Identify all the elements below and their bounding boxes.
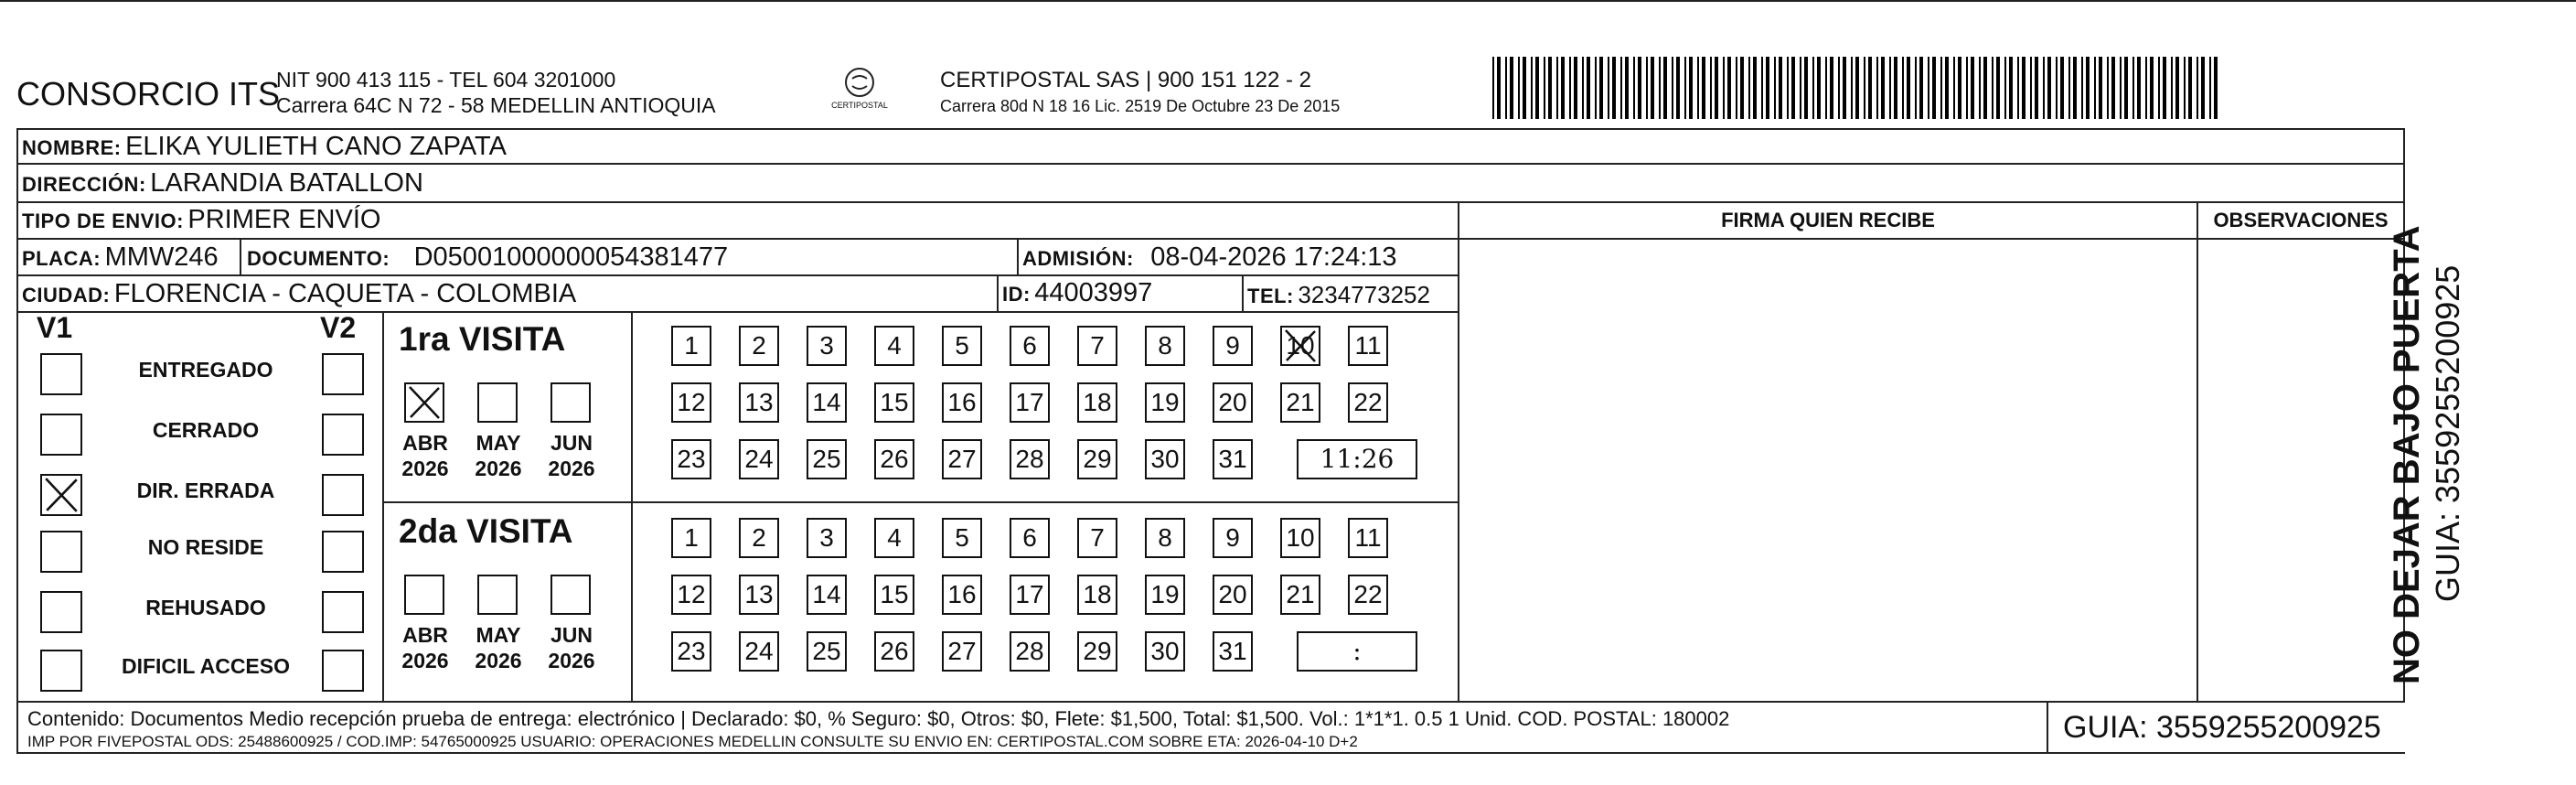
firma-header: FIRMA QUIEN RECIBE xyxy=(1721,209,1935,231)
day-box[interactable]: 17 xyxy=(1010,382,1050,423)
v1-header: V1 xyxy=(37,311,73,344)
top-edge xyxy=(0,0,2576,2)
tipo-row xyxy=(22,205,380,235)
day-box[interactable]: 9 xyxy=(1213,326,1253,366)
month-name: JUN xyxy=(550,623,593,647)
day-box[interactable]: 30 xyxy=(1145,439,1185,479)
day-box[interactable]: 24 xyxy=(739,439,779,479)
ciudad-row xyxy=(22,279,576,309)
first-visit-title: 1ra VISITA xyxy=(399,320,566,358)
tel-value: 3234773252 xyxy=(1298,281,1430,308)
day-box[interactable]: 11 xyxy=(1348,326,1388,366)
day-box[interactable]: 1 xyxy=(671,326,711,366)
carrier-name: CERTIPOSTAL SAS | 900 151 122 - 2 xyxy=(940,68,1311,92)
time-box[interactable]: 11:26 xyxy=(1297,439,1417,479)
month-year: 2026 xyxy=(548,649,595,672)
month-year: 2026 xyxy=(475,457,522,480)
day-box[interactable]: 13 xyxy=(739,575,779,615)
day-box[interactable]: 2 xyxy=(739,326,779,366)
status-v2-checkbox[interactable] xyxy=(322,531,364,573)
day-box[interactable]: 1 xyxy=(671,518,711,558)
day-box[interactable]: 8 xyxy=(1145,326,1185,366)
month-checkbox[interactable] xyxy=(404,575,444,615)
day-box[interactable]: 4 xyxy=(874,326,914,366)
barcode-icon xyxy=(1492,57,2224,119)
month-name: ABR xyxy=(402,623,448,647)
day-box[interactable]: 17 xyxy=(1010,575,1050,615)
day-box[interactable]: 22 xyxy=(1348,575,1388,615)
day-box[interactable]: 7 xyxy=(1077,518,1117,558)
placa-label: PLACA: xyxy=(22,247,102,270)
status-v2-checkbox[interactable] xyxy=(322,591,364,633)
day-box[interactable]: 3 xyxy=(807,326,847,366)
day-box[interactable]: 16 xyxy=(942,575,982,615)
x-mark-icon xyxy=(42,476,80,514)
second-visit-title: 2da VISITA xyxy=(399,512,573,550)
status-label: DIR. ERRADA xyxy=(136,479,275,502)
month-name: ABR xyxy=(402,431,448,455)
month-checkbox[interactable] xyxy=(550,575,591,615)
id-row xyxy=(1002,278,1152,308)
day-box[interactable]: 6 xyxy=(1010,326,1050,366)
tel-label: TEL: xyxy=(1247,285,1294,307)
day-box[interactable]: 8 xyxy=(1145,518,1185,558)
status-label: CERRADO xyxy=(152,418,260,442)
status-v1-checkbox[interactable] xyxy=(40,414,82,456)
direccion-row xyxy=(22,168,423,199)
documento-label: DOCUMENTO: xyxy=(247,247,390,270)
direccion-label: DIRECCIÓN: xyxy=(22,173,146,196)
status-label: NO RESIDE xyxy=(147,535,264,559)
day-box[interactable]: 31 xyxy=(1213,439,1253,479)
day-box[interactable]: 5 xyxy=(942,326,982,366)
day-box[interactable]: 19 xyxy=(1145,382,1185,423)
day-box[interactable]: 12 xyxy=(671,382,711,423)
id-value: 44003997 xyxy=(1034,278,1153,307)
day-box[interactable]: 26 xyxy=(874,439,914,479)
day-box[interactable]: 14 xyxy=(807,575,847,615)
side-title: NO DEJAR BAJO PUERTA xyxy=(2387,225,2427,684)
carrier-address: Carrera 80d N 18 16 Lic. 2519 De Octubre 23 De 2015 xyxy=(940,97,1341,115)
day-box[interactable]: 15 xyxy=(874,575,914,615)
day-box[interactable]: 18 xyxy=(1077,575,1117,615)
day-box[interactable]: 11 xyxy=(1348,518,1388,558)
day-box[interactable]: 21 xyxy=(1280,575,1320,615)
day-box[interactable]: 4 xyxy=(874,518,914,558)
status-v1-checkbox[interactable] xyxy=(40,353,82,395)
status-v1-checkbox[interactable] xyxy=(40,531,82,573)
day-box[interactable]: 23 xyxy=(671,439,711,479)
day-box[interactable]: 25 xyxy=(807,439,847,479)
day-box[interactable]: 27 xyxy=(942,439,982,479)
tel-row xyxy=(1247,281,1430,309)
day-box[interactable]: 9 xyxy=(1213,518,1253,558)
day-box[interactable]: 3 xyxy=(807,518,847,558)
day-box[interactable]: 30 xyxy=(1145,631,1185,672)
day-box[interactable]: 14 xyxy=(807,382,847,423)
status-v1-checkbox[interactable] xyxy=(40,650,82,692)
status-v2-checkbox[interactable] xyxy=(322,650,364,692)
day-box[interactable]: 29 xyxy=(1077,439,1117,479)
x-mark-icon xyxy=(406,384,443,421)
day-box[interactable]: 12 xyxy=(671,575,711,615)
day-box[interactable]: 28 xyxy=(1010,631,1050,672)
id-label: ID: xyxy=(1002,283,1031,306)
placa-row xyxy=(22,242,219,273)
status-label: DIFICIL ACCESO xyxy=(121,654,290,678)
month-year: 2026 xyxy=(475,649,522,672)
carrier-logo xyxy=(818,64,901,115)
month-label xyxy=(466,622,530,673)
month-name: JUN xyxy=(550,431,593,455)
month-year: 2026 xyxy=(548,457,595,480)
month-label xyxy=(540,430,604,481)
side-guia: GUIA: 3559255200925 xyxy=(2429,264,2466,602)
day-box[interactable]: 23 xyxy=(671,631,711,672)
status-v1-checkbox[interactable] xyxy=(40,591,82,633)
admision-label: ADMISIÓN: xyxy=(1022,247,1134,270)
observaciones-header: OBSERVACIONES xyxy=(2213,209,2389,231)
v2-header: V2 xyxy=(320,311,357,344)
status-v2-checkbox[interactable] xyxy=(322,353,364,395)
day-box[interactable]: 2 xyxy=(739,518,779,558)
day-box[interactable]: 31 xyxy=(1213,631,1253,672)
day-box[interactable]: 10 xyxy=(1280,326,1320,366)
day-box[interactable]: 6 xyxy=(1010,518,1050,558)
day-box[interactable]: 7 xyxy=(1077,326,1117,366)
logo-text: CERTIPOSTAL xyxy=(831,101,888,110)
day-box[interactable]: 15 xyxy=(874,382,914,423)
documento-row xyxy=(247,242,728,273)
status-v2-checkbox[interactable] xyxy=(322,414,364,456)
day-box[interactable]: 25 xyxy=(807,631,847,672)
x-mark-icon xyxy=(1282,328,1319,364)
direccion-value: LARANDIA BATALLON xyxy=(150,168,423,198)
month-checkbox[interactable] xyxy=(550,382,591,423)
status-v1-checkbox[interactable] xyxy=(40,474,82,516)
month-name: MAY xyxy=(476,623,521,647)
company-name: CONSORCIO ITS xyxy=(16,75,281,113)
day-box[interactable]: 18 xyxy=(1077,382,1117,423)
status-v2-checkbox[interactable] xyxy=(322,474,364,516)
month-checkbox[interactable] xyxy=(404,382,444,423)
admision-row xyxy=(1022,242,1397,273)
nombre-label: NOMBRE: xyxy=(22,136,122,159)
tipo-label: TIPO DE ENVIO: xyxy=(22,210,184,232)
day-box[interactable]: 24 xyxy=(739,631,779,672)
month-label xyxy=(393,430,457,481)
month-year: 2026 xyxy=(401,649,449,672)
footer-contenido: Contenido: Documentos Medio recepción prueba de entrega: electrónico | Declarado: $0, % Seguro: $0, Otros: $0, Flete: $1,500, Total: $1,500. Vol.: 1*1*1. 0.5 1 Unid. COD. POSTAL: 180002 xyxy=(27,707,1730,730)
day-box[interactable]: 19 xyxy=(1145,575,1185,615)
barcode xyxy=(1492,57,2224,119)
day-box[interactable]: 16 xyxy=(942,382,982,423)
day-box[interactable]: 27 xyxy=(942,631,982,672)
tipo-value: PRIMER ENVÍO xyxy=(187,205,381,234)
ciudad-value: FLORENCIA - CAQUETA - COLOMBIA xyxy=(113,279,577,308)
company-nit: NIT 900 413 115 - TEL 604 3201000 xyxy=(276,68,616,91)
month-label xyxy=(393,622,457,673)
day-box[interactable]: 26 xyxy=(874,631,914,672)
footer-imp: IMP POR FIVEPOSTAL ODS: 25488600925 / COD.IMP: 54765000925 USUARIO: OPERACIONES MEDELLIN CONSULTE SU ENVIO EN: CERTIPOSTAL.COM SOBRE ETA: 2026-04-10 D+2 xyxy=(27,733,1358,750)
ciudad-label: CIUDAD: xyxy=(22,284,111,306)
status-label: REHUSADO xyxy=(145,596,266,619)
admision-value: 08-04-2026 17:24:13 xyxy=(1150,242,1397,272)
month-label xyxy=(466,430,530,481)
day-box[interactable]: 29 xyxy=(1077,631,1117,672)
day-box[interactable]: 5 xyxy=(942,518,982,558)
month-label xyxy=(540,622,604,673)
day-box[interactable]: 13 xyxy=(739,382,779,423)
company-address: Carrera 64C N 72 - 58 MEDELLIN ANTIOQUIA xyxy=(276,93,716,117)
day-box[interactable]: 21 xyxy=(1280,382,1320,423)
status-label: ENTREGADO xyxy=(138,358,273,382)
documento-value: D05001000000054381477 xyxy=(413,242,729,272)
placa-value: MMW246 xyxy=(104,242,219,272)
nombre-row xyxy=(22,132,507,162)
day-box[interactable]: 20 xyxy=(1213,382,1253,423)
month-year: 2026 xyxy=(401,457,449,480)
month-checkbox[interactable] xyxy=(477,382,518,423)
footer-guia: GUIA: 3559255200925 xyxy=(2063,710,2381,745)
nombre-value: ELIKA YULIETH CANO ZAPATA xyxy=(125,132,507,161)
day-box[interactable]: 28 xyxy=(1010,439,1050,479)
day-box[interactable]: 20 xyxy=(1213,575,1253,615)
month-checkbox[interactable] xyxy=(477,575,518,615)
day-box[interactable]: 22 xyxy=(1348,382,1388,423)
time-box[interactable]: : xyxy=(1297,631,1417,672)
day-box[interactable]: 10 xyxy=(1280,518,1320,558)
month-name: MAY xyxy=(476,431,521,455)
